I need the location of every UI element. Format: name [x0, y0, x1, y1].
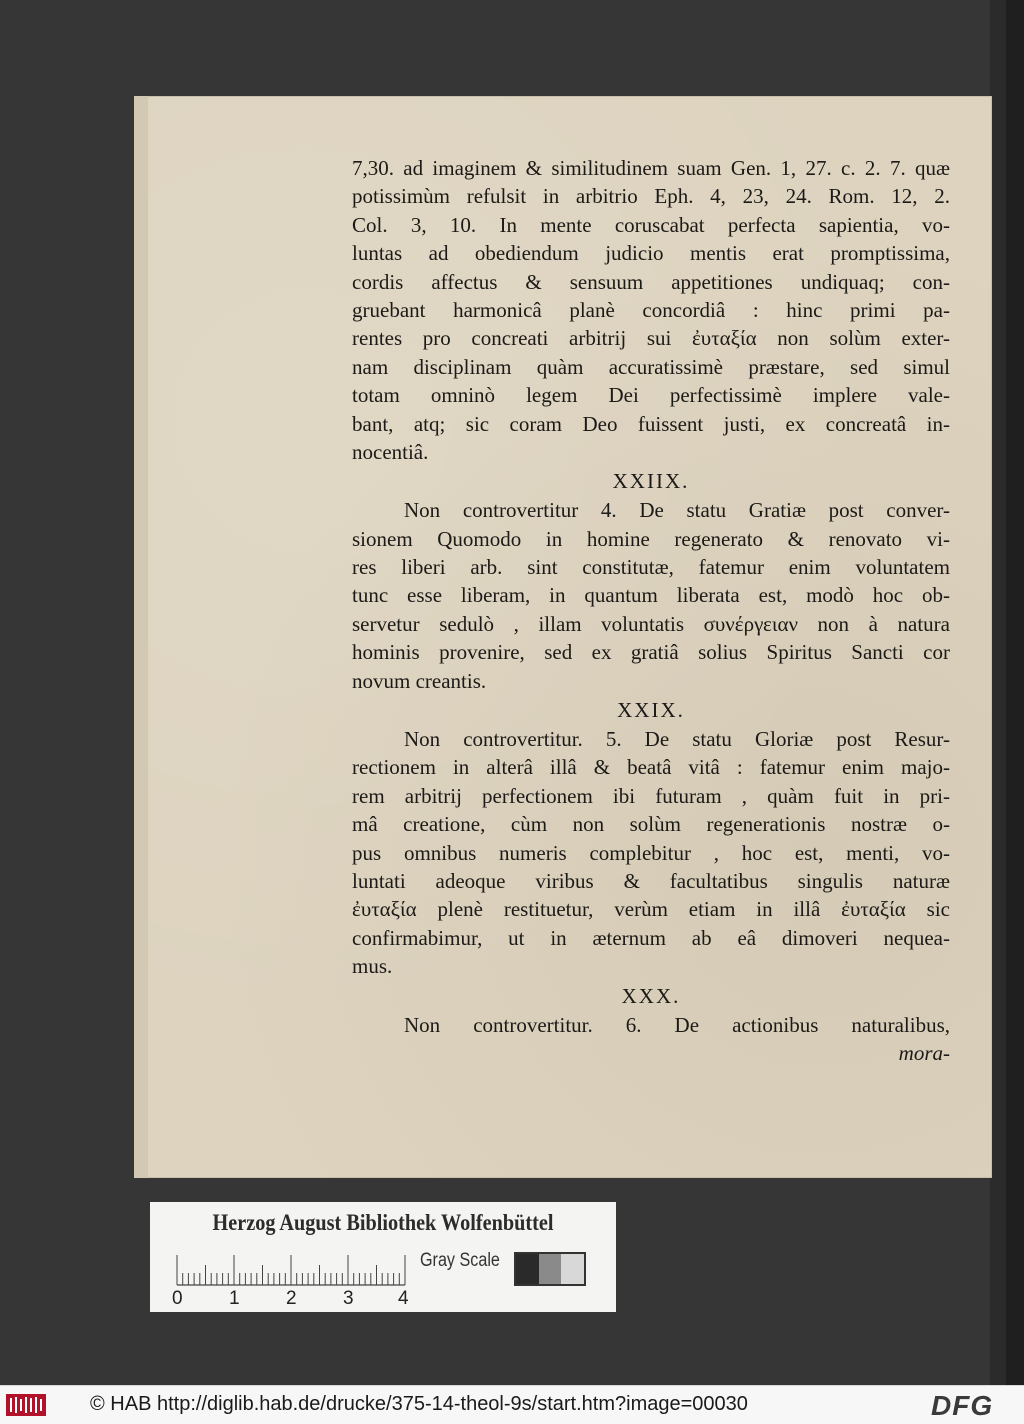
- text-line: 7,30. ad imaginem & similitudinem suam Gen. 1, 27. c. 2. 7. quæ: [352, 156, 950, 180]
- text-line: mâ creatione, cùm non solùm regenerationis nostræ o-: [352, 812, 950, 837]
- gray-swatch-mid: [539, 1254, 562, 1284]
- text-line: gruebant harmonicâ planè concordiâ : hinc primi pa-: [352, 297, 950, 322]
- scanner-backdrop-edge: [1006, 0, 1024, 1385]
- text-line: rem arbitrij perfectionem ibi futuram , quàm fuit in pri-: [352, 783, 950, 808]
- ruler-icon: [175, 1252, 407, 1286]
- ruler-number: 2: [286, 1288, 297, 1309]
- text-line: bant, atq; sic coram Deo fuissent justi, ex concreatâ in-: [352, 411, 950, 436]
- ruler-numbers: [168, 1288, 408, 1310]
- text-line: Col. 3, 10. In mente coruscabat perfecta sapientia, vo-: [352, 212, 950, 237]
- page-text: [352, 154, 950, 1067]
- gray-scale-label: Gray Scale: [420, 1250, 500, 1271]
- text-line: rentes pro concreati arbitrij sui ἐυταξία non solùm exter-: [352, 326, 950, 351]
- text-line: hominis provenire, sed ex gratiâ solius Spiritus Sancti cor: [352, 640, 950, 665]
- gray-swatch-dark: [516, 1254, 539, 1284]
- text-line: sionem Quomodo in homine regenerato & renovato vi-: [352, 526, 950, 551]
- footer-copyright-link[interactable]: © HAB http://diglib.hab.de/drucke/375-14-theol-9s/start.htm?image=00030: [90, 1393, 748, 1415]
- library-title: Herzog August Bibliothek Wolfenbüttel: [212, 1210, 554, 1235]
- gray-scale-swatches: [514, 1252, 586, 1286]
- ruler-number: 0: [172, 1288, 183, 1309]
- ruler-number: 1: [229, 1288, 240, 1309]
- text-line: tunc esse liberam, in quantum liberata est, modò hoc ob-: [352, 583, 950, 608]
- section-heading: XXIIX.: [612, 469, 690, 494]
- text-line: pus omnibus numeris complebitur , hoc est, menti, vo-: [352, 840, 950, 865]
- scale-card: [150, 1202, 616, 1312]
- section-heading: XXIX.: [617, 698, 685, 723]
- text-line: totam omninò legem Dei perfectissimè implere vale-: [352, 383, 950, 408]
- section-heading: XXX.: [621, 983, 681, 1008]
- text-line: nocentiâ.: [352, 439, 429, 464]
- text-line: res liberi arb. sint constitutæ, fatemur enim voluntatem: [352, 555, 950, 580]
- text-line: Non controvertitur. 6. De actionibus naturalibus,: [404, 1012, 950, 1037]
- dfg-logo: DFG: [931, 1390, 994, 1421]
- ruler-number: 3: [343, 1288, 354, 1309]
- text-line: rectionem in alterâ illâ & beatâ vitâ : fatemur enim majo-: [352, 755, 950, 780]
- text-line: nam disciplinam quàm accuratissimè præstare, sed simul: [352, 354, 950, 379]
- text-line: novum creantis.: [352, 668, 487, 693]
- gray-swatch-light: [561, 1254, 584, 1284]
- footer-bar: [0, 1385, 1024, 1424]
- text-line: luntati adeoque viribus & facultatibus singulis naturæ: [352, 868, 950, 893]
- text-line: Non controvertitur. 5. De statu Gloriæ post Resur-: [404, 727, 950, 752]
- text-line: Non controvertitur 4. De statu Gratiæ post conver-: [404, 498, 950, 523]
- text-line: potissimùm refulsit in arbitrio Eph. 4, 23, 24. Rom. 12, 2.: [352, 184, 950, 209]
- text-line: servetur sedulò , illam voluntatis συνέργειαν non à natura: [352, 611, 950, 636]
- text-line: mus.: [352, 954, 393, 979]
- text-line: ἐυταξία plenè restituetur, verùm etiam in illâ ἐυταξία sic: [352, 897, 950, 922]
- page-edge: [134, 96, 148, 1178]
- hab-logo-icon: [6, 1394, 46, 1416]
- text-line: confirmabimur, ut in æternum ab eâ dimoveri nequea-: [352, 925, 950, 950]
- text-line: cordis affectus & sensuum appetitiones undiquaq; con-: [352, 269, 950, 294]
- ruler-number: 4: [398, 1288, 409, 1309]
- text-line: luntas ad obediendum judicio mentis erat promptissima,: [352, 241, 950, 266]
- catchword: mora-: [898, 1040, 950, 1065]
